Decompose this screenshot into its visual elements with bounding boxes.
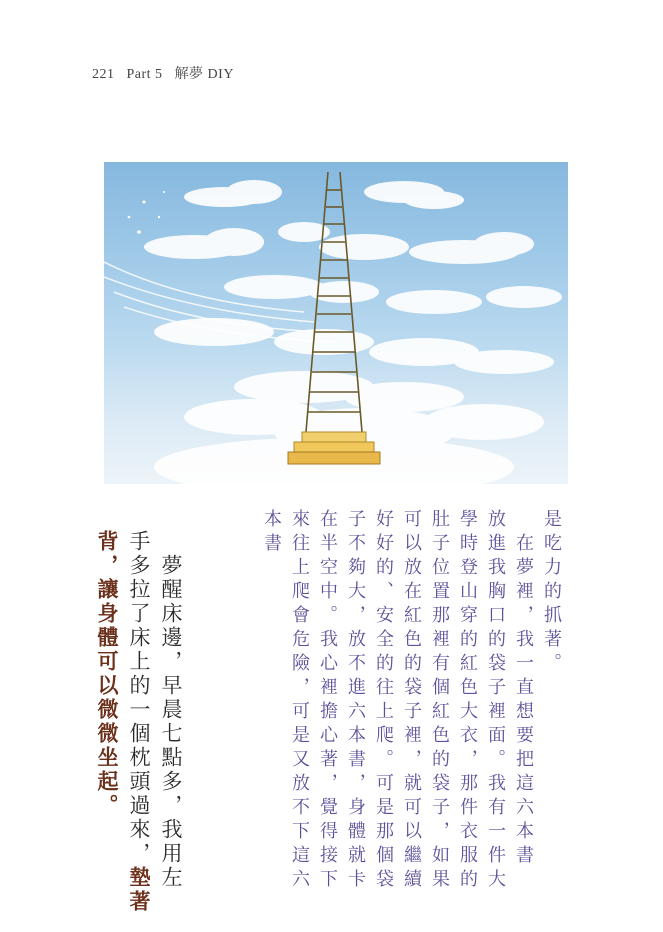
narration-line-2-emphasis: 墊著 (127, 866, 151, 914)
dream-line-9: 在半空中。我心裡擔心著，覺得接下 (317, 509, 338, 893)
narration-line-3-emphasis: 背，讓身體可以微微坐起。 (95, 530, 119, 818)
dream-line-6: 可以放在紅色的袋子裡，就可以繼續 (401, 509, 422, 893)
narration-line-1: 夢醒床邊，早晨七點多，我用左 (159, 530, 183, 890)
dream-line-3: 放進我胸口的袋子裡面。我有一件大 (485, 509, 506, 893)
dream-line-5: 肚子位置那裡有個紅色的袋子，如果 (429, 509, 450, 893)
narration-line-2-text: 手多拉了床上的一個枕頭過來， (127, 530, 151, 866)
dream-line-10: 來往上爬會危險，可是又放不下這六 (289, 509, 310, 893)
part-label: Part 5 (126, 67, 163, 82)
section-title: 解夢 DIY (174, 67, 234, 82)
page-header (92, 63, 242, 83)
dream-line-8: 子不夠大，放不進六本書，身體就卡 (345, 509, 366, 893)
page-number: 221 (92, 67, 115, 82)
dream-line-4: 學時登山穿的紅色大衣，那件衣服的 (457, 509, 478, 893)
dream-line-7: 好好的、安全的往上爬。可是那個袋 (373, 509, 394, 893)
sky-ladder-icon (104, 162, 568, 484)
narration-line-2 (124, 530, 154, 914)
dream-line-2: 在夢裡，我一直想要把這六本書 (513, 509, 534, 869)
dream-line-1: 是吃力的抓著。 (541, 509, 562, 677)
dream-line-11: 本書 (261, 509, 282, 557)
ladder-to-sky-illustration (104, 162, 568, 484)
